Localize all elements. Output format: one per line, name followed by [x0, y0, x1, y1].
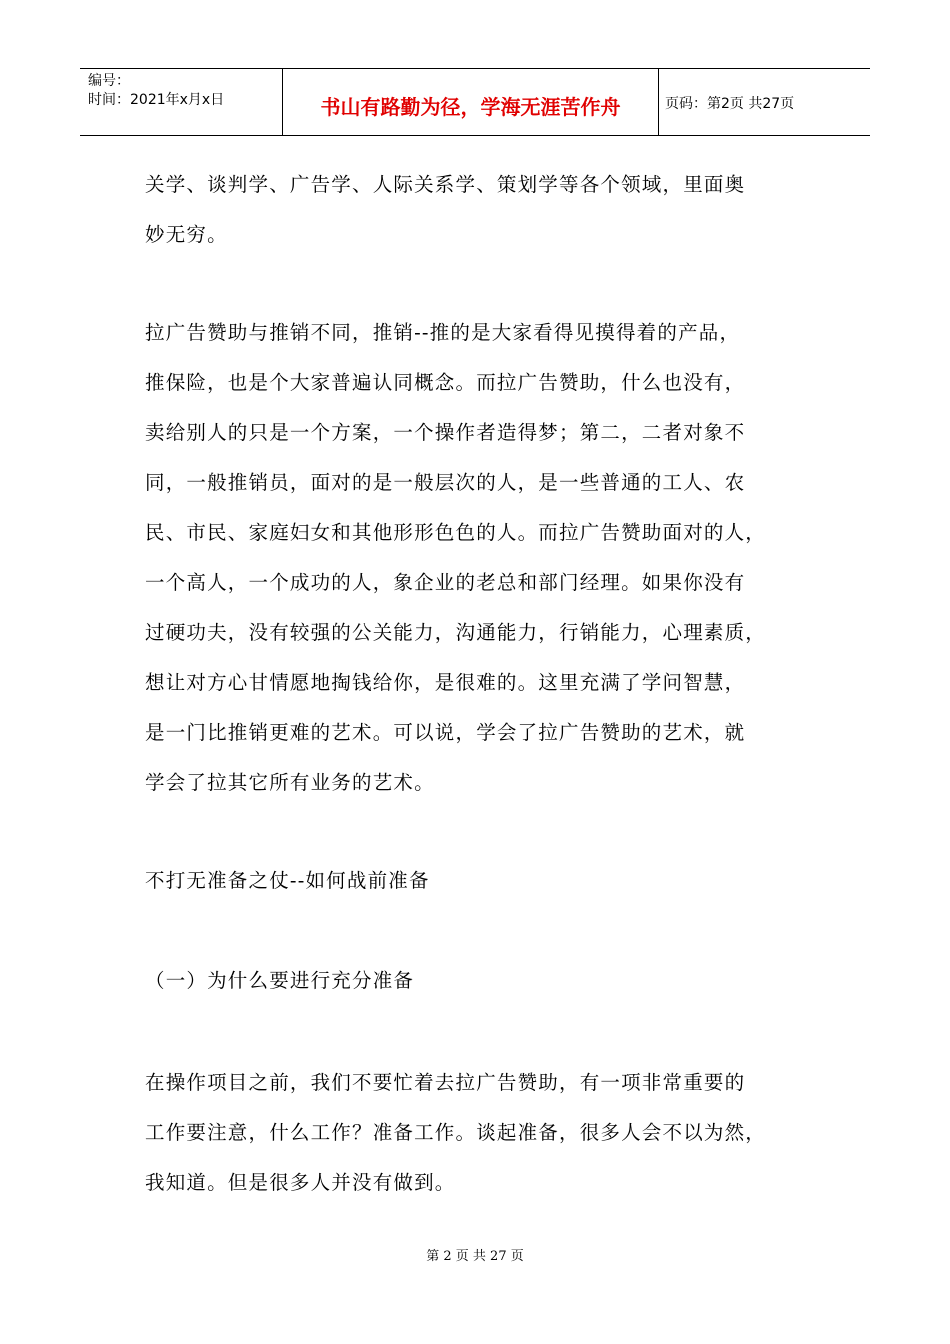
serial-label: 编号：: [88, 73, 130, 89]
section-heading: 不打无准备之仗--如何战前准备: [145, 869, 430, 892]
header-motto-cell: [283, 69, 659, 135]
page-code: 页码：第2页 共27页: [665, 96, 795, 112]
text-line: 民、市民、家庭妇女和其他形形色色的人。而拉广告赞助面对的人，: [145, 521, 767, 544]
text-line: 一个高人，一个成功的人，象企业的老总和部门经理。如果你没有: [145, 571, 746, 594]
paragraph-2: [145, 308, 825, 808]
paragraph-3: [145, 1058, 825, 1208]
text-line: 想让对方心甘情愿地掏钱给你，是很难的。这里充满了学问智慧，: [145, 671, 746, 694]
text-line: 我知道。但是很多人并没有做到。: [145, 1171, 456, 1194]
text-line: 在操作项目之前，我们不要忙着去拉广告赞助，有一项非常重要的: [145, 1071, 746, 1094]
text-line: 拉广告赞助与推销不同，推销--推的是大家看得见摸得着的产品，: [145, 321, 741, 344]
text-line: 是一门比推销更难的艺术。可以说，学会了拉广告赞助的艺术，就: [145, 721, 746, 744]
text-line: 卖给别人的只是一个方案，一个操作者造得梦；第二，二者对象不: [145, 421, 746, 444]
subsection-heading: （一）为什么要进行充分准备: [145, 969, 415, 992]
header-info-cell: [80, 69, 283, 135]
text-line: 工作要注意，什么工作？准备工作。谈起准备，很多人会不以为然，: [145, 1121, 767, 1144]
page-footer: 第 2 页 共 27 页: [426, 1249, 524, 1264]
text-line: 关学、谈判学、广告学、人际关系学、策划学等各个领域，里面奥: [145, 173, 746, 196]
time-label: 时间：2021年x月x日: [88, 92, 225, 108]
paragraph-1: [145, 160, 825, 260]
header-page-cell: [659, 69, 870, 135]
text-line: 推保险，也是个大家普遍认同概念。而拉广告赞助，什么也没有，: [145, 371, 746, 394]
text-line: 过硬功夫，没有较强的公关能力，沟通能力，行销能力，心理素质，: [145, 621, 767, 644]
page-header: [80, 68, 870, 136]
text-line: 妙无穷。: [145, 223, 228, 246]
text-line: 学会了拉其它所有业务的艺术。: [145, 771, 435, 794]
text-line: 同，一般推销员，面对的是一般层次的人，是一些普通的工人、农: [145, 471, 746, 494]
motto-text: 书山有路勤为径，学海无涯苦作舟: [320, 95, 621, 119]
